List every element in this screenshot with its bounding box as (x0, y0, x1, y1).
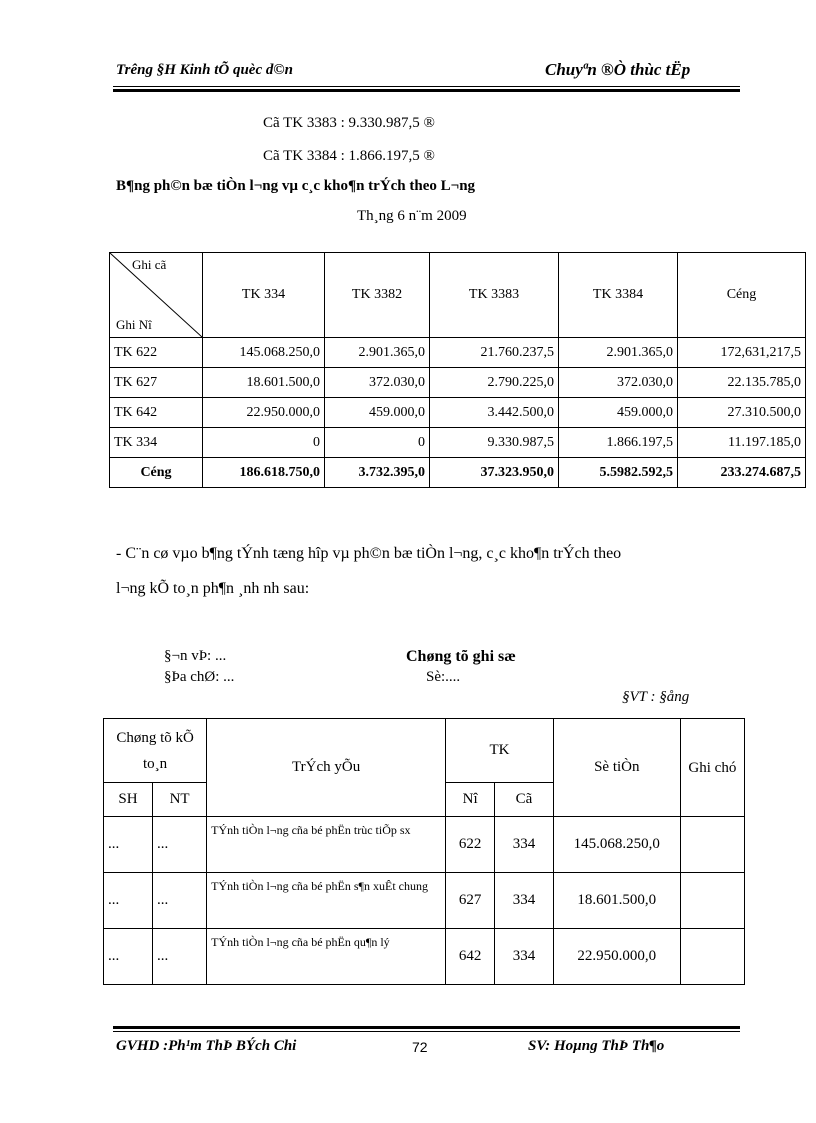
column-header: TK 3383 (430, 253, 559, 338)
debit-account-cell: 622 (446, 817, 495, 873)
doc-header: Chøng tõ kÕ to¸n (104, 719, 207, 783)
paragraph-line-1: - C¨n cø vµo b¶ng tÝnh tæng hîp vµ ph©n bæ tiÒn l¬ng, c¸c kho¶n trÝch theo (116, 545, 622, 562)
table-cell: 2.901.365,0 (559, 338, 678, 368)
footer-supervisor: GVHD :Ph¹m ThÞ BÝch Chi (116, 1038, 297, 1054)
table-row (104, 817, 745, 873)
table-cell: 372.030,0 (325, 368, 430, 398)
nt-header: NT (153, 783, 207, 817)
note-header: Ghi chó (680, 719, 744, 817)
sh-header: SH (104, 783, 153, 817)
allocation-header-row (110, 253, 806, 338)
nt-cell: ... (153, 817, 207, 873)
voucher-title: Chøng tõ ghi sæ (406, 648, 516, 665)
amount-header: Sè tiÒn (553, 719, 680, 817)
header-rule-thin (113, 86, 740, 87)
no-header: Nî (446, 783, 495, 817)
amount-cell: 145.068.250,0 (553, 817, 680, 873)
debit-account-cell: 627 (446, 873, 495, 929)
table-row (110, 398, 806, 428)
summary-cell: TÝnh tiÒn l¬ng cña bé phËn s¶n xuÊt chung (207, 873, 446, 929)
nt-cell: ... (153, 873, 207, 929)
voucher-number: Sè:.... (426, 669, 461, 685)
allocation-corner-cell (110, 253, 203, 338)
total-cell: 5.5982.592,5 (559, 458, 678, 488)
note-cell (680, 929, 744, 985)
total-cell: 233.274.687,5 (678, 458, 806, 488)
table-cell: 145.068.250,0 (203, 338, 325, 368)
column-header: TK 334 (203, 253, 325, 338)
table-cell: 18.601.500,0 (203, 368, 325, 398)
allocation-table-title: B¶ng ph©n bæ tiÒn l¬ng vµ c¸c kho¶n trÝch theo L¬ng (116, 178, 476, 194)
footer-student: SV: Hoµng ThÞ Th¶o (528, 1038, 665, 1054)
footer-rule-thin (113, 1031, 740, 1032)
column-header: TK 3384 (559, 253, 678, 338)
total-cell: 186.618.750,0 (203, 458, 325, 488)
table-cell: 2.790.225,0 (430, 368, 559, 398)
allocation-table-month: Th¸ng 6 n¨m 2009 (357, 208, 467, 224)
table-cell: 0 (203, 428, 325, 458)
row-label: TK 622 (110, 338, 203, 368)
nt-cell: ... (153, 929, 207, 985)
table-cell: 172,631,217,5 (678, 338, 806, 368)
total-cell: 3.732.395,0 (325, 458, 430, 488)
column-header: Céng (678, 253, 806, 338)
voucher-header-row (104, 719, 745, 783)
total-row (110, 458, 806, 488)
table-row (104, 929, 745, 985)
table-cell: 9.330.987,5 (430, 428, 559, 458)
table-row (110, 368, 806, 398)
total-label: Céng (110, 458, 203, 488)
tk-header: TK (446, 719, 554, 783)
table-cell: 22.950.000,0 (203, 398, 325, 428)
summary-cell: TÝnh tiÒn l¬ng cña bé phËn qu¶n lý (207, 929, 446, 985)
table-cell: 22.135.785,0 (678, 368, 806, 398)
table-cell: 27.310.500,0 (678, 398, 806, 428)
corner-debit-label: Ghi Nî (116, 317, 152, 332)
debit-account-cell: 642 (446, 929, 495, 985)
table-cell: 0 (325, 428, 430, 458)
credit-account-cell: 334 (495, 817, 554, 873)
footer-rule-thick (113, 1026, 740, 1029)
voucher-unit: §¬n vÞ: ... (164, 648, 227, 664)
table-cell: 459.000,0 (325, 398, 430, 428)
voucher-table (103, 718, 745, 985)
voucher-currency: §VT : §ång (622, 689, 690, 705)
table-cell: 372.030,0 (559, 368, 678, 398)
credit-3384-line: Cã TK 3384 : 1.866.197,5 ® (263, 148, 435, 164)
row-label: TK 642 (110, 398, 203, 428)
sh-cell: ... (104, 929, 153, 985)
table-row (104, 873, 745, 929)
table-row (110, 428, 806, 458)
row-label: TK 334 (110, 428, 203, 458)
credit-3383-line: Cã TK 3383 : 9.330.987,5 ® (263, 115, 435, 131)
corner-credit-label: Ghi cã (132, 257, 167, 272)
amount-cell: 22.950.000,0 (553, 929, 680, 985)
header-left: Trêng §H Kinh tÕ quèc d©n (116, 62, 293, 78)
paragraph-line-2: l¬ng kÕ to¸n ph¶n ¸nh nh sau: (116, 580, 310, 597)
header-right: Chuyªn ®Ò thùc tËp (545, 60, 691, 79)
table-row (110, 338, 806, 368)
co-header: Cã (495, 783, 554, 817)
credit-account-cell: 334 (495, 929, 554, 985)
summary-header: TrÝch yÕu (207, 719, 446, 817)
sh-cell: ... (104, 873, 153, 929)
sh-cell: ... (104, 817, 153, 873)
voucher-address: §Þa chØ: ... (164, 669, 235, 685)
allocation-table (109, 252, 806, 488)
column-header: TK 3382 (325, 253, 430, 338)
row-label: TK 627 (110, 368, 203, 398)
table-cell: 459.000,0 (559, 398, 678, 428)
note-cell (680, 817, 744, 873)
total-cell: 37.323.950,0 (430, 458, 559, 488)
summary-cell: TÝnh tiÒn l¬ng cña bé phËn trùc tiÕp sx (207, 817, 446, 873)
page-number: 72 (412, 1039, 428, 1055)
table-cell: 1.866.197,5 (559, 428, 678, 458)
table-cell: 2.901.365,0 (325, 338, 430, 368)
table-cell: 11.197.185,0 (678, 428, 806, 458)
header-rule-thick (113, 89, 740, 92)
table-cell: 3.442.500,0 (430, 398, 559, 428)
note-cell (680, 873, 744, 929)
table-cell: 21.760.237,5 (430, 338, 559, 368)
credit-account-cell: 334 (495, 873, 554, 929)
amount-cell: 18.601.500,0 (553, 873, 680, 929)
